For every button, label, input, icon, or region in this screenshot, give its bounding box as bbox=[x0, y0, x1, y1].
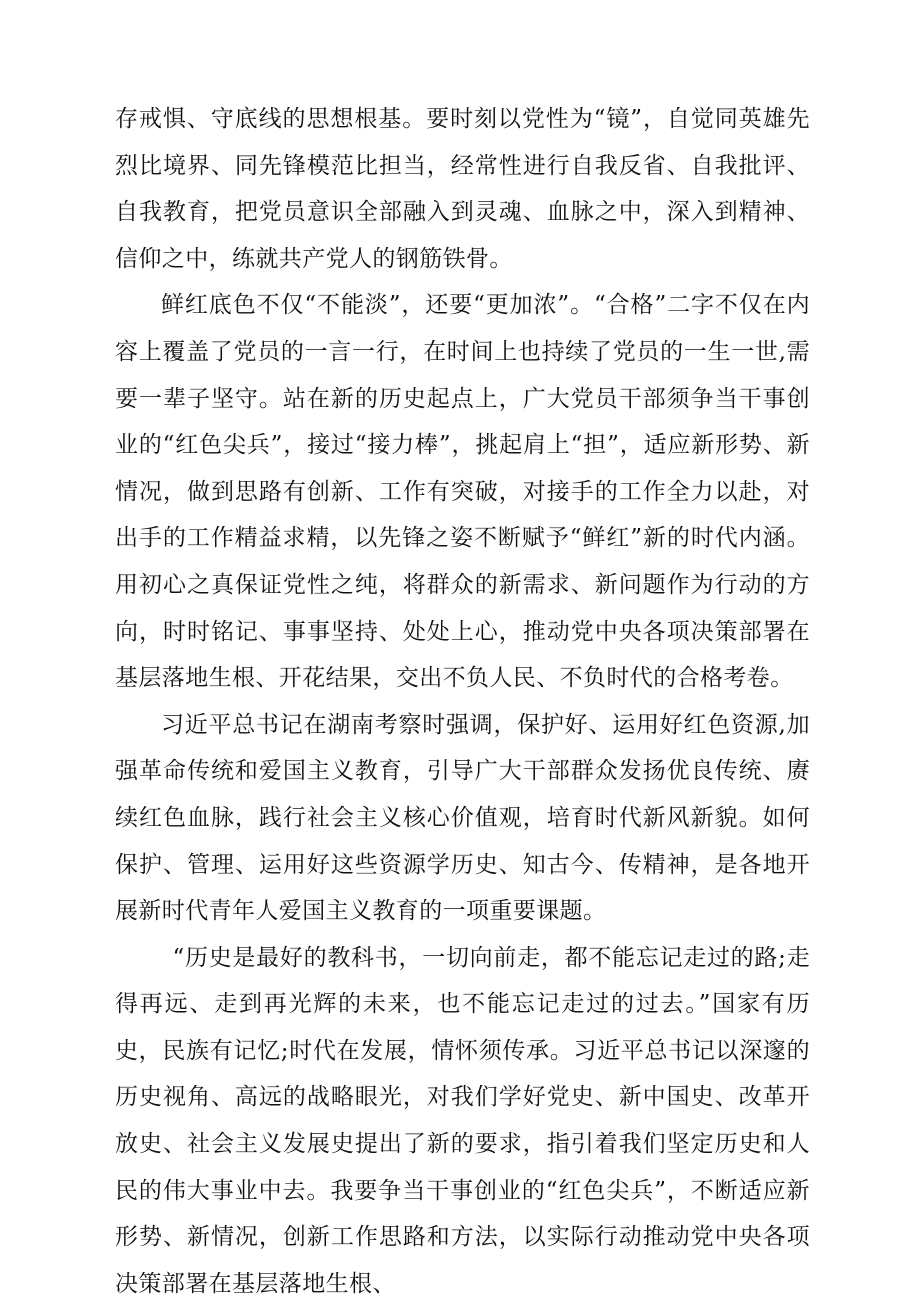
paragraph-1: 存戒惧、守底线的思想根基。要时刻以党性为“镜”，自觉同英雄先烈比境界、同先锋模范比担当，经常性进行自我反省、自我批评、自我教育，把党员意识全部融入到灵魂、血脉之中，深入到精神、信仰之中，练就共产党人的钢筋铁骨。 bbox=[115, 106, 810, 272]
paragraph-2: 鲜红底色不仅“不能淡”，还要“更加浓”。“合格”二字不仅在内容上覆盖了党员的一言一行，在时间上也持续了党员的一生一世,需要一辈子坚守。站在新的历史起点上，广大党员干部须争当干事创业的“红色尖兵”，接过“接力棒”，挑起肩上“担”，适应新形势、新情况，做到思路有创新、工作有突破，对接手的工作全力以赴，对出手的工作精益求精，以先锋之姿不断赋予“鲜红”新的时代内涵。用初心之真保证党性之纯，将群众的新需求、新问题作为行动的方向，时时铭记、事事坚持、处处上心，推动党中央各项决策部署在基层落地生根、开花结果，交出不负人民、不负时代的合格考卷。 bbox=[115, 292, 810, 692]
document-body bbox=[115, 96, 810, 1307]
paragraph-4: “历史是最好的教科书，一切向前走，都不能忘记走过的路;走得再远、走到再光辉的未来，也不能忘记走过的过去。”国家有历史，民族有记忆;时代在发展，情怀须传承。习近平总书记以深邃的历史视角、高远的战略眼光，对我们学好党史、新中国史、改革开放史、社会主义发展史提出了新的要求，指引着我们坚定历史和人民的伟大事业中去。我要争当干事创业的“红色尖兵”，不断适应新形势、新情况，创新工作思路和方法，以实际行动推动党中央各项决策部署在基层落地生根、 bbox=[115, 944, 810, 1297]
paragraph-3: 习近平总书记在湖南考察时强调，保护好、运用好红色资源,加强革命传统和爱国主义教育，引导广大干部群众发扬优良传统、赓续红色血脉，践行社会主义核心价值观，培育时代新风新貌。如何保护、管理、运用好这些资源学历史、知古今、传精神，是各地开展新时代青年人爱国主义教育的一项重要课题。 bbox=[115, 711, 810, 925]
